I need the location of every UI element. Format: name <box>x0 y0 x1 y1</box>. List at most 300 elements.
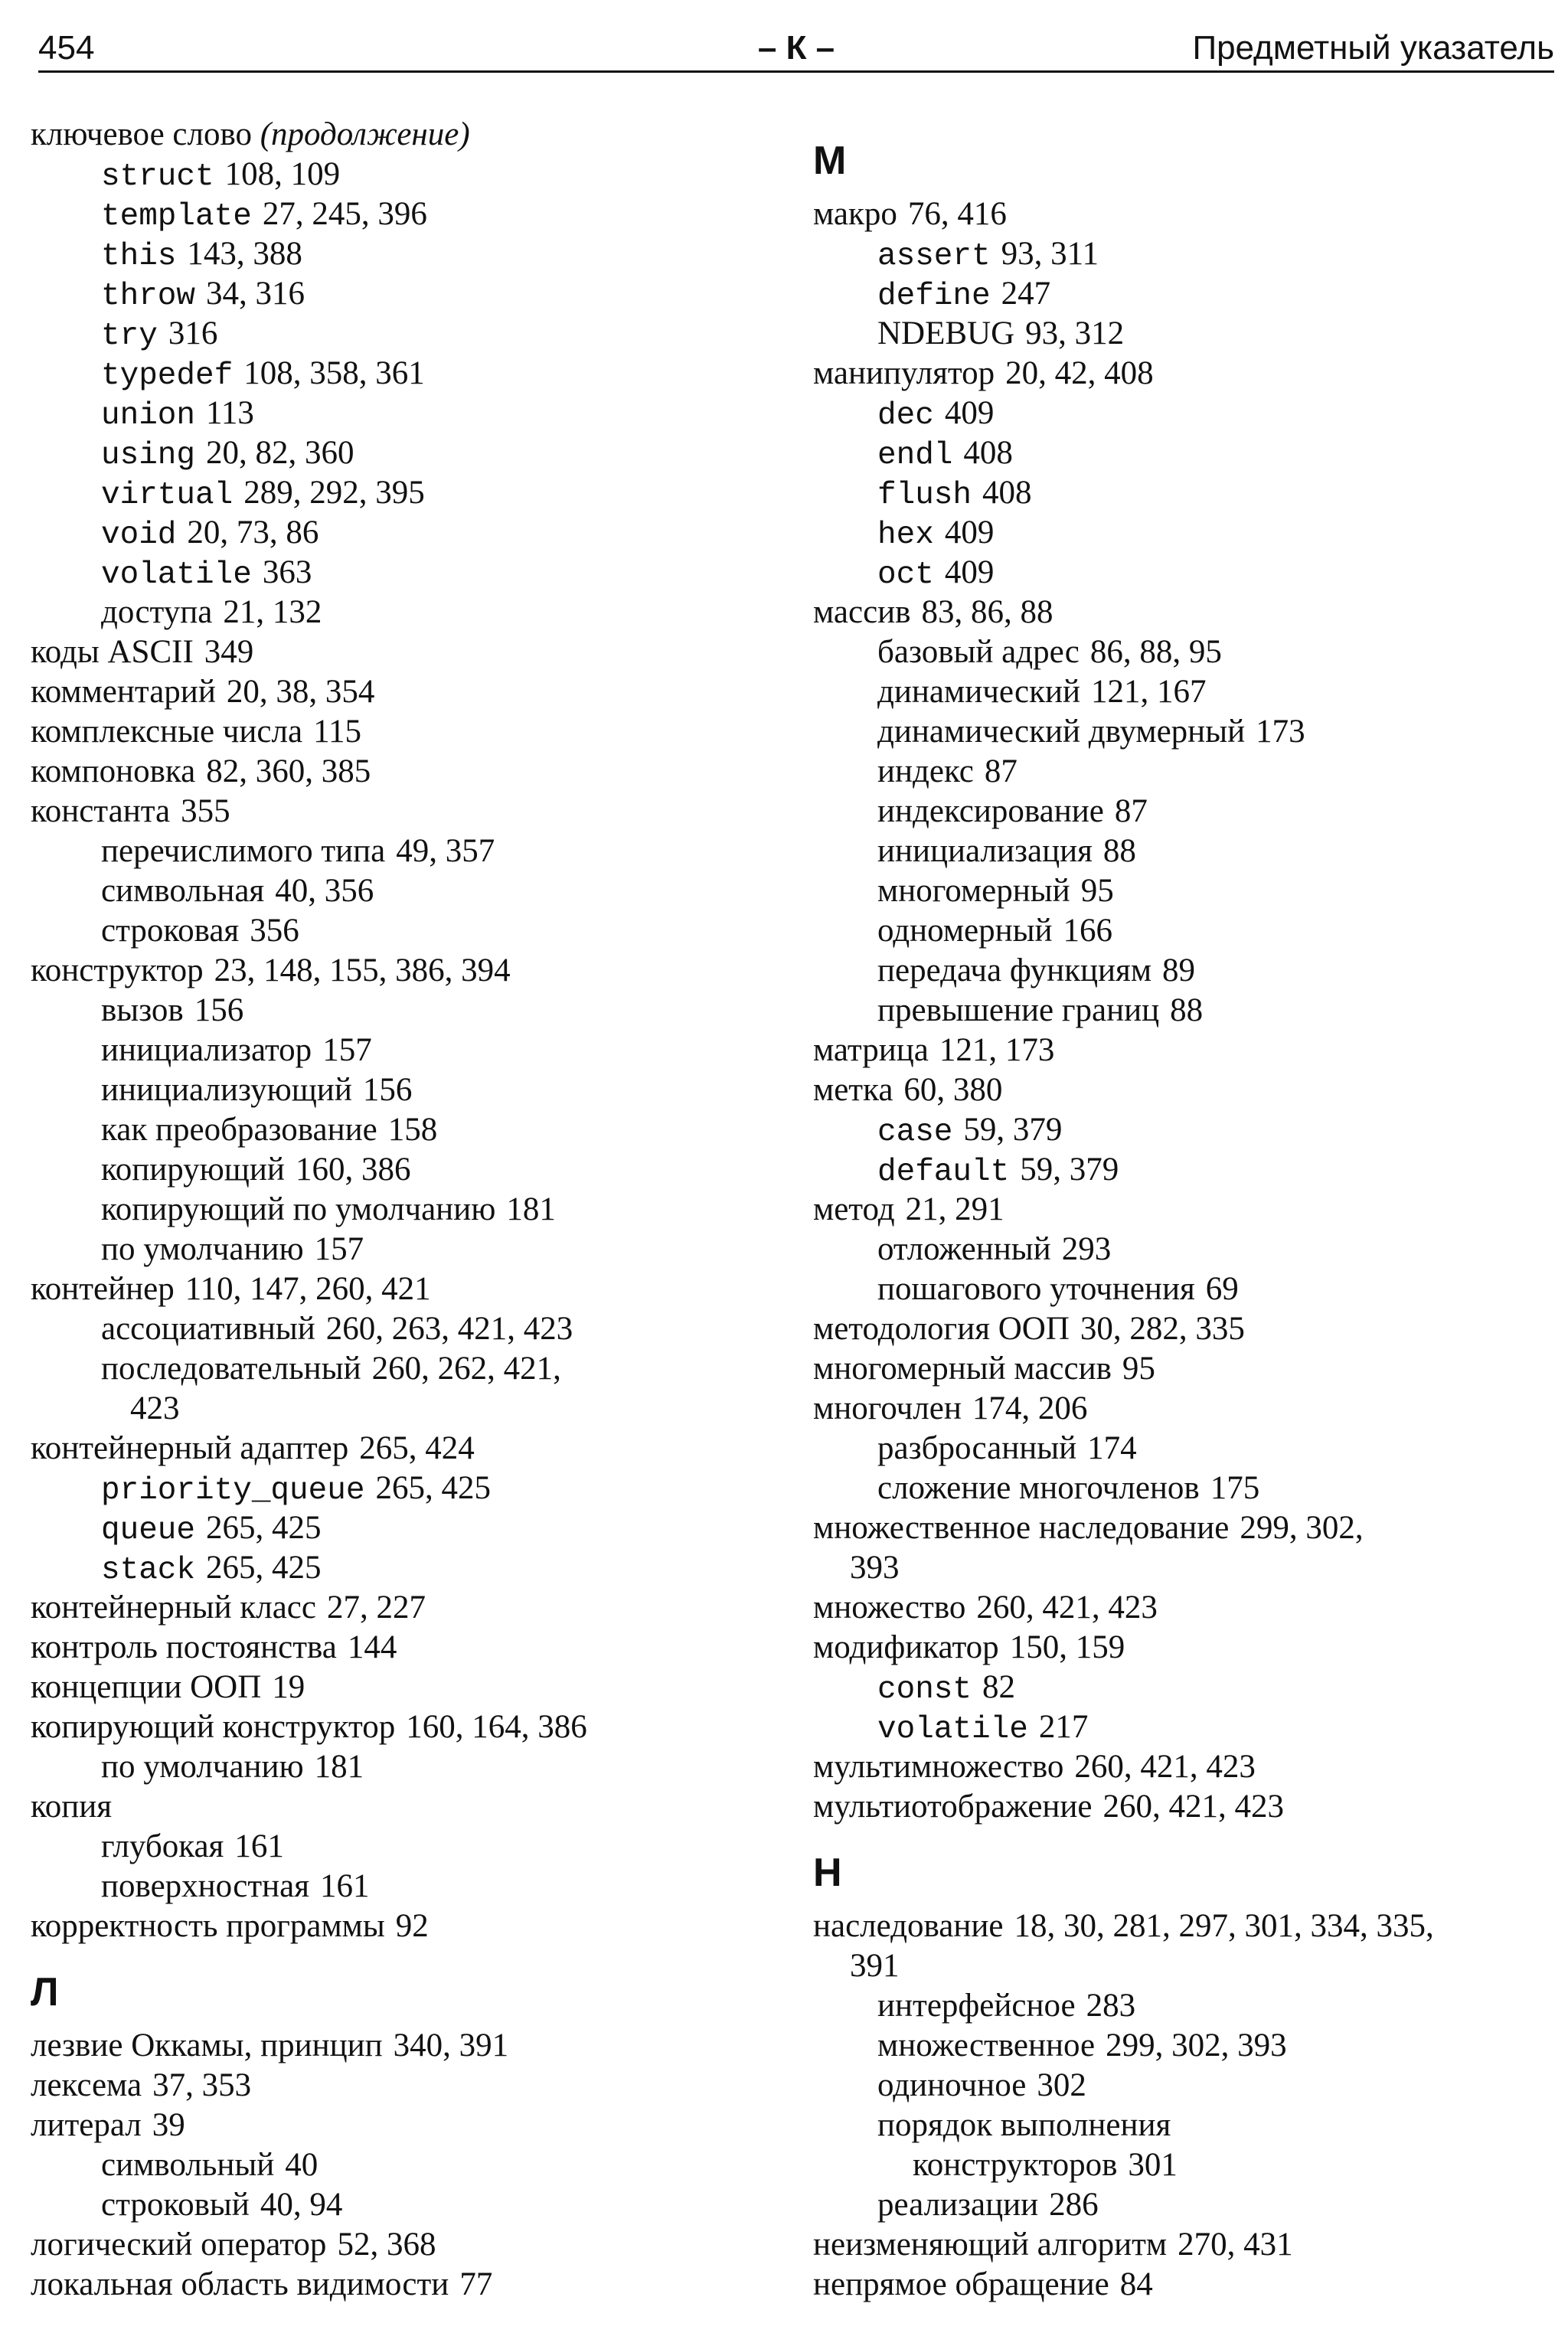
entry-term: наследование <box>813 1908 1004 1944</box>
entry-term: символьный <box>101 2147 275 2183</box>
entry-term: матрица <box>813 1032 929 1068</box>
index-subentry <box>813 553 1563 593</box>
index-subentry <box>813 712 1563 752</box>
page-number: 454 <box>38 29 95 67</box>
index-entry <box>31 115 781 155</box>
index-subentry <box>31 1469 781 1508</box>
index-subentry <box>31 433 781 473</box>
entry-pages: 18, 30, 281, 297, 301, 334, 335, <box>1014 1908 1434 1944</box>
entry-pages: 52, 368 <box>337 2227 436 2263</box>
entry-term: stack <box>101 1553 196 1588</box>
index-subentry <box>813 2066 1563 2106</box>
index-entry <box>813 1190 1563 1230</box>
index-entry <box>813 1389 1563 1429</box>
entry-term: конструкторов <box>913 2147 1118 2183</box>
index-subentry <box>813 1429 1563 1469</box>
entry-pages: 84 <box>1119 2266 1153 2302</box>
page-title: Предметный указатель <box>1192 29 1554 67</box>
entry-pages: 166 <box>1063 913 1113 949</box>
index-subentry <box>31 354 781 394</box>
entry-term: локальная область видимости <box>31 2266 449 2302</box>
entry-pages: 286 <box>1049 2187 1099 2223</box>
entry-pages: 39 <box>152 2107 185 2143</box>
entry-term: struct <box>101 159 214 194</box>
index-subentry <box>813 394 1563 433</box>
index-subentry <box>813 2145 1563 2185</box>
index-subentry <box>31 155 781 194</box>
entry-pages: 265, 425 <box>206 1550 322 1586</box>
index-subentry <box>31 1110 781 1150</box>
index-subentry <box>813 1668 1563 1707</box>
entry-term: по умолчанию <box>101 1749 304 1785</box>
entry-term: порядок выполнения <box>877 2107 1171 2143</box>
index-entry <box>813 1787 1563 1827</box>
index-subentry <box>31 832 781 871</box>
index-subentry <box>813 991 1563 1031</box>
entry-term: комплексные числа <box>31 714 303 750</box>
entry-term: множественное наследование <box>813 1510 1230 1546</box>
entry-term: неизменяющий алгоритм <box>813 2227 1168 2263</box>
index-entry <box>813 593 1563 632</box>
entry-pages: 260, 421, 423 <box>1102 1789 1285 1825</box>
entry-term: копирующий конструктор <box>31 1709 396 1745</box>
entry-term: try <box>101 319 158 354</box>
entry-pages: 40, 94 <box>260 2187 343 2223</box>
index-subentry <box>31 911 781 951</box>
entry-pages: 158 <box>387 1112 438 1148</box>
entry-term: копия <box>31 1789 113 1825</box>
index-subentry <box>813 911 1563 951</box>
entry-pages: 150, 159 <box>1009 1629 1125 1665</box>
entry-term: методология ООП <box>813 1311 1070 1347</box>
entry-term: union <box>101 398 196 433</box>
entry-term: volatile <box>877 1712 1028 1747</box>
index-subentry <box>813 1548 1563 1588</box>
index-subentry <box>813 1269 1563 1309</box>
index-entry <box>813 1747 1563 1787</box>
entry-term: ключевое слово <box>31 116 252 152</box>
index-subentry <box>813 1469 1563 1508</box>
entry-term: сложение многочленов <box>877 1470 1200 1506</box>
index-subentry <box>31 1508 781 1548</box>
entry-pages: 20, 73, 86 <box>187 515 319 551</box>
entry-term: символьная <box>101 873 265 909</box>
entry-pages: 355 <box>181 793 230 829</box>
entry-pages: 289, 292, 395 <box>243 475 425 511</box>
entry-pages: 69 <box>1205 1271 1239 1307</box>
entry-term: концепции ООП <box>31 1669 262 1705</box>
index-subentry <box>31 1548 781 1588</box>
entry-pages: 157 <box>314 1231 364 1267</box>
entry-pages: 23, 148, 155, 386, 394 <box>214 952 511 988</box>
index-subentry <box>813 1986 1563 2026</box>
index-subentry <box>31 1309 781 1349</box>
index-subentry <box>813 632 1563 672</box>
entry-term: лексема <box>31 2067 142 2103</box>
entry-pages: 115 <box>313 714 361 750</box>
index-entry <box>31 672 781 712</box>
entry-term: метод <box>813 1191 895 1227</box>
index-column-left <box>31 115 781 2305</box>
entry-pages: 260, 263, 421, 423 <box>325 1311 573 1347</box>
entry-pages: 265, 424 <box>359 1430 475 1466</box>
entry-term: динамический двумерный <box>877 714 1246 750</box>
entry-term: контейнерный класс <box>31 1590 316 1626</box>
index-subentry <box>31 593 781 632</box>
entry-term: volatile <box>101 557 252 593</box>
entry-term: контейнер <box>31 1271 175 1307</box>
entry-pages: 59, 379 <box>1020 1152 1119 1188</box>
section-letter: Л <box>31 1970 59 2014</box>
entry-term: инициализатор <box>101 1032 312 1068</box>
entry-term: множественное <box>877 2027 1096 2063</box>
index-entry <box>31 632 781 672</box>
index-entry <box>813 194 1563 234</box>
entry-pages: 82, 360, 385 <box>206 753 371 789</box>
entry-term: реализации <box>877 2187 1039 2223</box>
section-heading <box>31 1946 781 2026</box>
entry-term: template <box>101 199 252 234</box>
entry-pages: 108, 358, 361 <box>243 355 425 391</box>
entry-term: корректность программы <box>31 1908 385 1944</box>
entry-term: const <box>877 1672 972 1707</box>
entry-pages: 393 <box>850 1550 900 1586</box>
entry-pages: 88 <box>1102 833 1136 869</box>
index-entry <box>31 1907 781 1946</box>
index-entry <box>31 1707 781 1747</box>
entry-term: последовательный <box>101 1351 361 1387</box>
entry-pages: 37, 353 <box>152 2067 252 2103</box>
entry-pages: 95 <box>1122 1351 1155 1387</box>
index-subentry <box>31 1827 781 1867</box>
entry-pages: 293 <box>1061 1231 1112 1267</box>
entry-term: глубокая <box>101 1828 224 1864</box>
entry-term: базовый адрес <box>877 634 1080 670</box>
index-entry <box>31 2106 781 2145</box>
entry-pages: 175 <box>1210 1470 1260 1506</box>
entry-term: default <box>877 1155 1010 1190</box>
index-subentry <box>31 234 781 274</box>
entry-pages: 423 <box>130 1390 180 1426</box>
entry-pages: 143, 388 <box>187 236 302 272</box>
entry-term: typedef <box>101 358 234 394</box>
entry-term: логический оператор <box>31 2227 327 2263</box>
entry-pages: 156 <box>362 1072 413 1108</box>
index-subentry <box>31 1070 781 1110</box>
entry-term: hex <box>877 518 934 553</box>
index-subentry <box>813 1230 1563 1269</box>
entry-term: вызов <box>101 992 184 1028</box>
entry-pages: 408 <box>982 475 1032 511</box>
entry-pages: 160, 386 <box>295 1152 411 1188</box>
entry-pages: 265, 425 <box>206 1510 322 1546</box>
index-subentry <box>31 553 781 593</box>
entry-pages: 95 <box>1080 873 1114 909</box>
index-subentry <box>31 2185 781 2225</box>
entry-term: компоновка <box>31 753 196 789</box>
index-subentry <box>813 473 1563 513</box>
index-subentry <box>813 2026 1563 2066</box>
entry-pages: 247 <box>1001 276 1051 312</box>
entry-term: flush <box>877 478 972 513</box>
entry-pages: 260, 421, 423 <box>1074 1749 1256 1785</box>
index-subentry <box>31 194 781 234</box>
index-entry <box>813 2265 1563 2305</box>
entry-term: интерфейсное <box>877 1988 1076 2024</box>
index-subentry <box>31 1747 781 1787</box>
entry-term: строковый <box>101 2187 250 2223</box>
entry-pages: 20, 82, 360 <box>206 435 354 471</box>
entry-term: virtual <box>101 478 234 513</box>
entry-term: разбросанный <box>877 1430 1077 1466</box>
entry-pages: 21, 132 <box>223 594 322 630</box>
entry-pages: 174, 206 <box>972 1390 1088 1426</box>
index-entry <box>813 1907 1563 1946</box>
index-subentry <box>31 1190 781 1230</box>
entry-pages: 89 <box>1162 952 1196 988</box>
entry-pages: 173 <box>1256 714 1305 750</box>
index-subentry <box>813 234 1563 274</box>
index-subentry <box>31 394 781 433</box>
index-subentry <box>31 314 781 354</box>
entry-pages: 409 <box>944 395 995 431</box>
entry-term: отложенный <box>877 1231 1051 1267</box>
entry-pages: 20, 42, 408 <box>1005 355 1154 391</box>
entry-term: многомерный массив <box>813 1351 1112 1387</box>
entry-term: индекс <box>877 753 974 789</box>
entry-pages: 174 <box>1087 1430 1137 1466</box>
entry-term: комментарий <box>31 674 216 710</box>
entry-term: лезвие Оккамы, принцип <box>31 2027 383 2063</box>
index-entry <box>813 1508 1563 1548</box>
index-subentry <box>31 991 781 1031</box>
index-subentry <box>31 871 781 911</box>
entry-term: превышение границ <box>877 992 1160 1028</box>
index-entry <box>813 1309 1563 1349</box>
index-subentry <box>813 951 1563 991</box>
entry-pages: 83, 86, 88 <box>921 594 1054 630</box>
entry-term: передача функциям <box>877 952 1152 988</box>
entry-term: коды ASCII <box>31 634 194 670</box>
entry-pages: 34, 316 <box>206 276 305 312</box>
index-column-right <box>813 115 1563 2305</box>
entry-pages: 121, 167 <box>1091 674 1207 710</box>
entry-pages: 356 <box>250 913 299 949</box>
index-entry <box>813 1031 1563 1070</box>
index-subentry <box>31 1867 781 1907</box>
index-subentry <box>813 792 1563 832</box>
entry-pages: 161 <box>319 1868 370 1904</box>
index-subentry <box>813 2106 1563 2145</box>
entry-pages: 87 <box>984 753 1018 789</box>
entry-pages: 76, 416 <box>907 196 1007 232</box>
entry-pages: 60, 380 <box>903 1072 1003 1108</box>
index-subentry <box>31 1031 781 1070</box>
entry-pages: 92 <box>395 1908 429 1944</box>
entry-pages: 409 <box>944 554 995 590</box>
entry-pages: 27, 245, 396 <box>262 196 427 232</box>
index-subentry <box>813 2185 1563 2225</box>
index-entry <box>813 1070 1563 1110</box>
entry-term: using <box>101 438 196 473</box>
section-letter-header: – К – <box>757 29 835 67</box>
index-entry <box>31 1668 781 1707</box>
index-subentry <box>813 1110 1563 1150</box>
index-subentry <box>813 1946 1563 1986</box>
index-subentry <box>31 1389 781 1429</box>
entry-pages: 299, 302, <box>1240 1510 1364 1546</box>
entry-term: как преобразование <box>101 1112 377 1148</box>
entry-term: мультиотображение <box>813 1789 1093 1825</box>
index-subentry <box>31 274 781 314</box>
entry-pages: 27, 227 <box>326 1590 426 1626</box>
entry-term: инициализующий <box>101 1072 352 1108</box>
entry-term: литерал <box>31 2107 142 2143</box>
entry-term: void <box>101 518 177 553</box>
entry-pages: 88 <box>1170 992 1204 1028</box>
entry-pages: 20, 38, 354 <box>226 674 375 710</box>
index-subentry <box>31 2145 781 2185</box>
entry-term: priority_queue <box>101 1473 365 1508</box>
index-entry <box>31 712 781 752</box>
entry-pages: 113 <box>206 395 254 431</box>
page-header <box>38 23 1554 73</box>
index-entry <box>31 2066 781 2106</box>
index-subentry <box>813 274 1563 314</box>
entry-pages: 40 <box>285 2147 318 2183</box>
entry-pages: 110, 147, 260, 421 <box>185 1271 431 1307</box>
entry-pages: 160, 164, 386 <box>406 1709 587 1745</box>
index-subentry <box>813 672 1563 712</box>
entry-pages: 270, 431 <box>1178 2227 1293 2263</box>
entry-term: копирующий <box>101 1152 285 1188</box>
entry-pages: 86, 88, 95 <box>1089 634 1222 670</box>
entry-pages: 30, 282, 335 <box>1080 1311 1245 1347</box>
entry-pages: 217 <box>1038 1709 1089 1745</box>
entry-term: NDEBUG <box>877 315 1015 351</box>
entry-term: case <box>877 1115 953 1150</box>
index-entry <box>813 1588 1563 1628</box>
entry-term: поверхностная <box>101 1868 309 1904</box>
entry-term: перечислимого типа <box>101 833 386 869</box>
entry-note: (продолжение) <box>251 116 470 152</box>
entry-pages: 301 <box>1128 2147 1178 2183</box>
entry-term: индексирование <box>877 793 1104 829</box>
entry-term: throw <box>101 279 196 314</box>
index-subentry <box>31 513 781 553</box>
entry-term: dec <box>877 398 934 433</box>
entry-term: endl <box>877 438 953 473</box>
entry-term: манипулятор <box>813 355 995 391</box>
index-entry <box>31 1429 781 1469</box>
entry-term: строковая <box>101 913 240 949</box>
entry-pages: 265, 425 <box>375 1470 491 1506</box>
entry-term: непрямое обращение <box>813 2266 1109 2302</box>
entry-pages: 161 <box>234 1828 284 1864</box>
index-entry <box>813 354 1563 394</box>
index-entry <box>31 1787 781 1827</box>
entry-pages: 408 <box>963 435 1013 471</box>
entry-pages: 121, 173 <box>939 1032 1055 1068</box>
entry-pages: 181 <box>506 1191 556 1227</box>
entry-pages: 82 <box>982 1669 1016 1705</box>
entry-term: метка <box>813 1072 893 1108</box>
index-subentry <box>813 1707 1563 1747</box>
index-entry <box>31 792 781 832</box>
entry-pages: 260, 262, 421, <box>371 1351 561 1387</box>
section-letter: Н <box>813 1851 842 1895</box>
index-entry <box>31 2225 781 2265</box>
index-subentry <box>813 832 1563 871</box>
entry-pages: 77 <box>459 2266 493 2302</box>
index-subentry <box>813 871 1563 911</box>
entry-term: мультимножество <box>813 1749 1064 1785</box>
index-subentry <box>31 1349 781 1389</box>
entry-term: assert <box>877 239 991 274</box>
index-subentry <box>813 433 1563 473</box>
entry-term: массив <box>813 594 911 630</box>
section-heading <box>813 1827 1563 1907</box>
index-subentry <box>813 752 1563 792</box>
entry-pages: 108, 109 <box>224 156 341 192</box>
index-entry <box>31 2026 781 2066</box>
entry-pages: 409 <box>944 515 995 551</box>
index-subentry <box>31 473 781 513</box>
entry-term: конструктор <box>31 952 204 988</box>
entry-pages: 21, 291 <box>905 1191 1004 1227</box>
entry-pages: 260, 421, 423 <box>976 1590 1158 1626</box>
entry-pages: 87 <box>1114 793 1148 829</box>
index-entry <box>31 1269 781 1309</box>
entry-pages: 302 <box>1037 2067 1086 2103</box>
entry-pages: 283 <box>1086 1988 1136 2024</box>
entry-term: define <box>877 279 991 314</box>
entry-term: queue <box>101 1513 196 1548</box>
entry-term: контроль постоянства <box>31 1629 337 1665</box>
entry-term: многомерный <box>877 873 1070 909</box>
entry-pages: 93, 312 <box>1025 315 1125 351</box>
entry-term: одиночное <box>877 2067 1027 2103</box>
entry-term: константа <box>31 793 171 829</box>
entry-term: модификатор <box>813 1629 999 1665</box>
entry-pages: 349 <box>204 634 254 670</box>
entry-pages: 40, 356 <box>275 873 374 909</box>
entry-pages: 181 <box>314 1749 364 1785</box>
entry-pages: 363 <box>262 554 312 590</box>
entry-pages: 316 <box>168 315 218 351</box>
index-entry <box>31 951 781 991</box>
entry-term: копирующий по умолчанию <box>101 1191 496 1227</box>
index-entry <box>31 1628 781 1668</box>
entry-pages: 340, 391 <box>393 2027 509 2063</box>
entry-pages: 49, 357 <box>396 833 495 869</box>
index-entry <box>31 2265 781 2305</box>
entry-term: многочлен <box>813 1390 962 1426</box>
index-subentry <box>31 1150 781 1190</box>
entry-pages: 59, 379 <box>963 1112 1063 1148</box>
entry-pages: 299, 302, 393 <box>1106 2027 1287 2063</box>
entry-term: this <box>101 239 177 274</box>
entry-pages: 93, 311 <box>1001 236 1099 272</box>
index-entry <box>813 2225 1563 2265</box>
index-entry <box>813 1628 1563 1668</box>
entry-term: динамический <box>877 674 1080 710</box>
entry-term: множество <box>813 1590 966 1626</box>
index-subentry <box>813 314 1563 354</box>
index-subentry <box>813 1150 1563 1190</box>
entry-term: инициализация <box>877 833 1093 869</box>
entry-term: oct <box>877 557 934 593</box>
